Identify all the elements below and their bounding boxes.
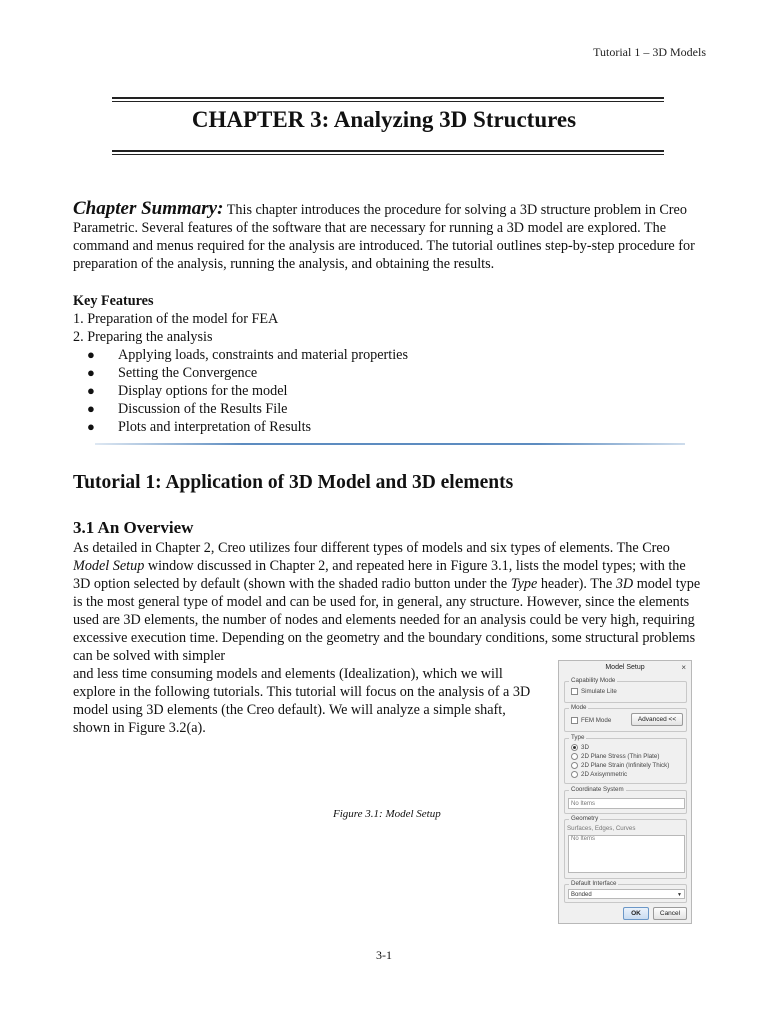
capability-mode-group [564, 677, 687, 703]
summary-text: This chapter introduces the procedure for solving a 3D structure problem in Creo Parametric. Several features of the software that are necessary for running a 3D model are explored. The command and menus required for the analysis are introduced. The tutorial outlines step-by-step procedure for preparation of the analysis, running the analysis, and obtaining the results. [73, 202, 695, 272]
geometry-group [564, 815, 687, 879]
overview-paragraph-continued: and less time consuming models and elements (Idealization), which we will explore in the following tutorials. This tutorial will focus on the analysis of a 3D model using 3D elements (the Creo default). We will analyze a simple shaft, shown in Figure 3.2(a). [73, 666, 531, 736]
bullet-item: ● Discussion of the Results File [87, 401, 288, 417]
geometry-label: Geometry [571, 815, 599, 822]
title-rule-top-1 [112, 97, 664, 99]
bullet-icon: ● [87, 419, 95, 434]
cancel-button[interactable]: Cancel [653, 907, 687, 920]
tutorial-title: Tutorial 1: Application of 3D Model and 3D elements [73, 472, 514, 493]
radio-selected-icon [571, 744, 578, 751]
chapter-summary [73, 200, 695, 273]
bullet-icon: ● [87, 347, 95, 362]
key-features-title: Key Features [73, 293, 154, 309]
radio-icon [571, 771, 578, 778]
overview-paragraph: As detailed in Chapter 2, Creo utilizes four different types of models and six types of elements. The Creo Model Setup window discussed in Chapter 2, and repeated here in Figure 3.1, lists the model types; with the 3D option selected by default (shown with the shaded radio button under the Type header). The 3D model type is the most general type of model and can be used for, in general, any structure. However, since the elements used are 3D elements, the number of nodes and elements needed for an analysis could be very high, requiring excessive execution time. Depending on the geometry and the boundary conditions, some structural problems can be solved with simpler [73, 540, 701, 664]
dropdown-arrow-icon: ▼ [677, 892, 682, 898]
coordinate-system-group [564, 786, 687, 814]
bullet-icon: ● [87, 383, 95, 398]
mode-label: Mode [571, 704, 587, 711]
section-title: 3.1 An Overview [73, 518, 194, 537]
capability-mode-label: Capability Mode [571, 677, 616, 684]
model-setup-dialog [558, 660, 692, 924]
bullet-icon: ● [87, 401, 95, 416]
ok-button[interactable]: OK [623, 907, 649, 920]
title-rule-top-2 [112, 101, 664, 102]
bullet-item: ● Display options for the model [87, 383, 288, 399]
radio-icon [571, 753, 578, 760]
type-group [564, 734, 687, 784]
bullet-item: ● Setting the Convergence [87, 365, 258, 381]
default-interface-select[interactable]: Bonded ▼ [568, 889, 685, 899]
geometry-hint: Surfaces, Edges, Curves [567, 825, 636, 832]
type-radio-axisymmetric[interactable]: 2D Axisymmetric [571, 771, 627, 778]
bullet-item: ● Plots and interpretation of Results [87, 419, 312, 435]
simulate-lite-checkbox[interactable]: Simulate Lite [571, 688, 617, 695]
key-features [73, 292, 408, 436]
checkbox-icon [571, 717, 578, 724]
type-radio-3d[interactable]: 3D [571, 744, 589, 751]
page-number: 3-1 [376, 948, 392, 962]
geometry-list[interactable]: No Items [568, 835, 685, 873]
running-header: Tutorial 1 – 3D Models [593, 45, 706, 59]
checkbox-icon [571, 688, 578, 695]
fem-mode-checkbox[interactable]: FEM Mode [571, 717, 611, 724]
default-interface-label: Default Interface [571, 880, 617, 887]
key-feature-item: 2. Preparing the analysis [73, 329, 213, 345]
type-radio-plane-stress[interactable]: 2D Plane Stress (Thin Plate) [571, 753, 659, 760]
summary-lead: Chapter Summary: [73, 198, 224, 219]
key-feature-bullets [73, 346, 408, 436]
coordinate-system-label: Coordinate System [571, 786, 624, 793]
mode-group [564, 704, 687, 732]
type-radio-plane-strain[interactable]: 2D Plane Strain (Infinitely Thick) [571, 762, 669, 769]
radio-icon [571, 762, 578, 769]
default-interface-group [564, 880, 687, 903]
advanced-button[interactable]: Advanced << [631, 713, 683, 726]
bullet-icon: ● [87, 365, 95, 380]
section-divider [95, 443, 685, 445]
title-rule-bottom-1 [112, 150, 664, 152]
chapter-title: CHAPTER 3: Analyzing 3D Structures [191, 107, 577, 132]
type-label: Type [571, 734, 585, 741]
coordinate-system-field[interactable]: No Items [568, 798, 685, 809]
bullet-item: ● Applying loads, constraints and material properties [87, 347, 408, 363]
dialog-title: Model Setup [605, 664, 645, 671]
figure-caption: Figure 3.1: Model Setup [333, 808, 441, 820]
key-feature-item: 1. Preparation of the model for FEA [73, 311, 279, 327]
close-icon[interactable]: × [681, 663, 686, 672]
title-rule-bottom-2 [112, 154, 664, 155]
